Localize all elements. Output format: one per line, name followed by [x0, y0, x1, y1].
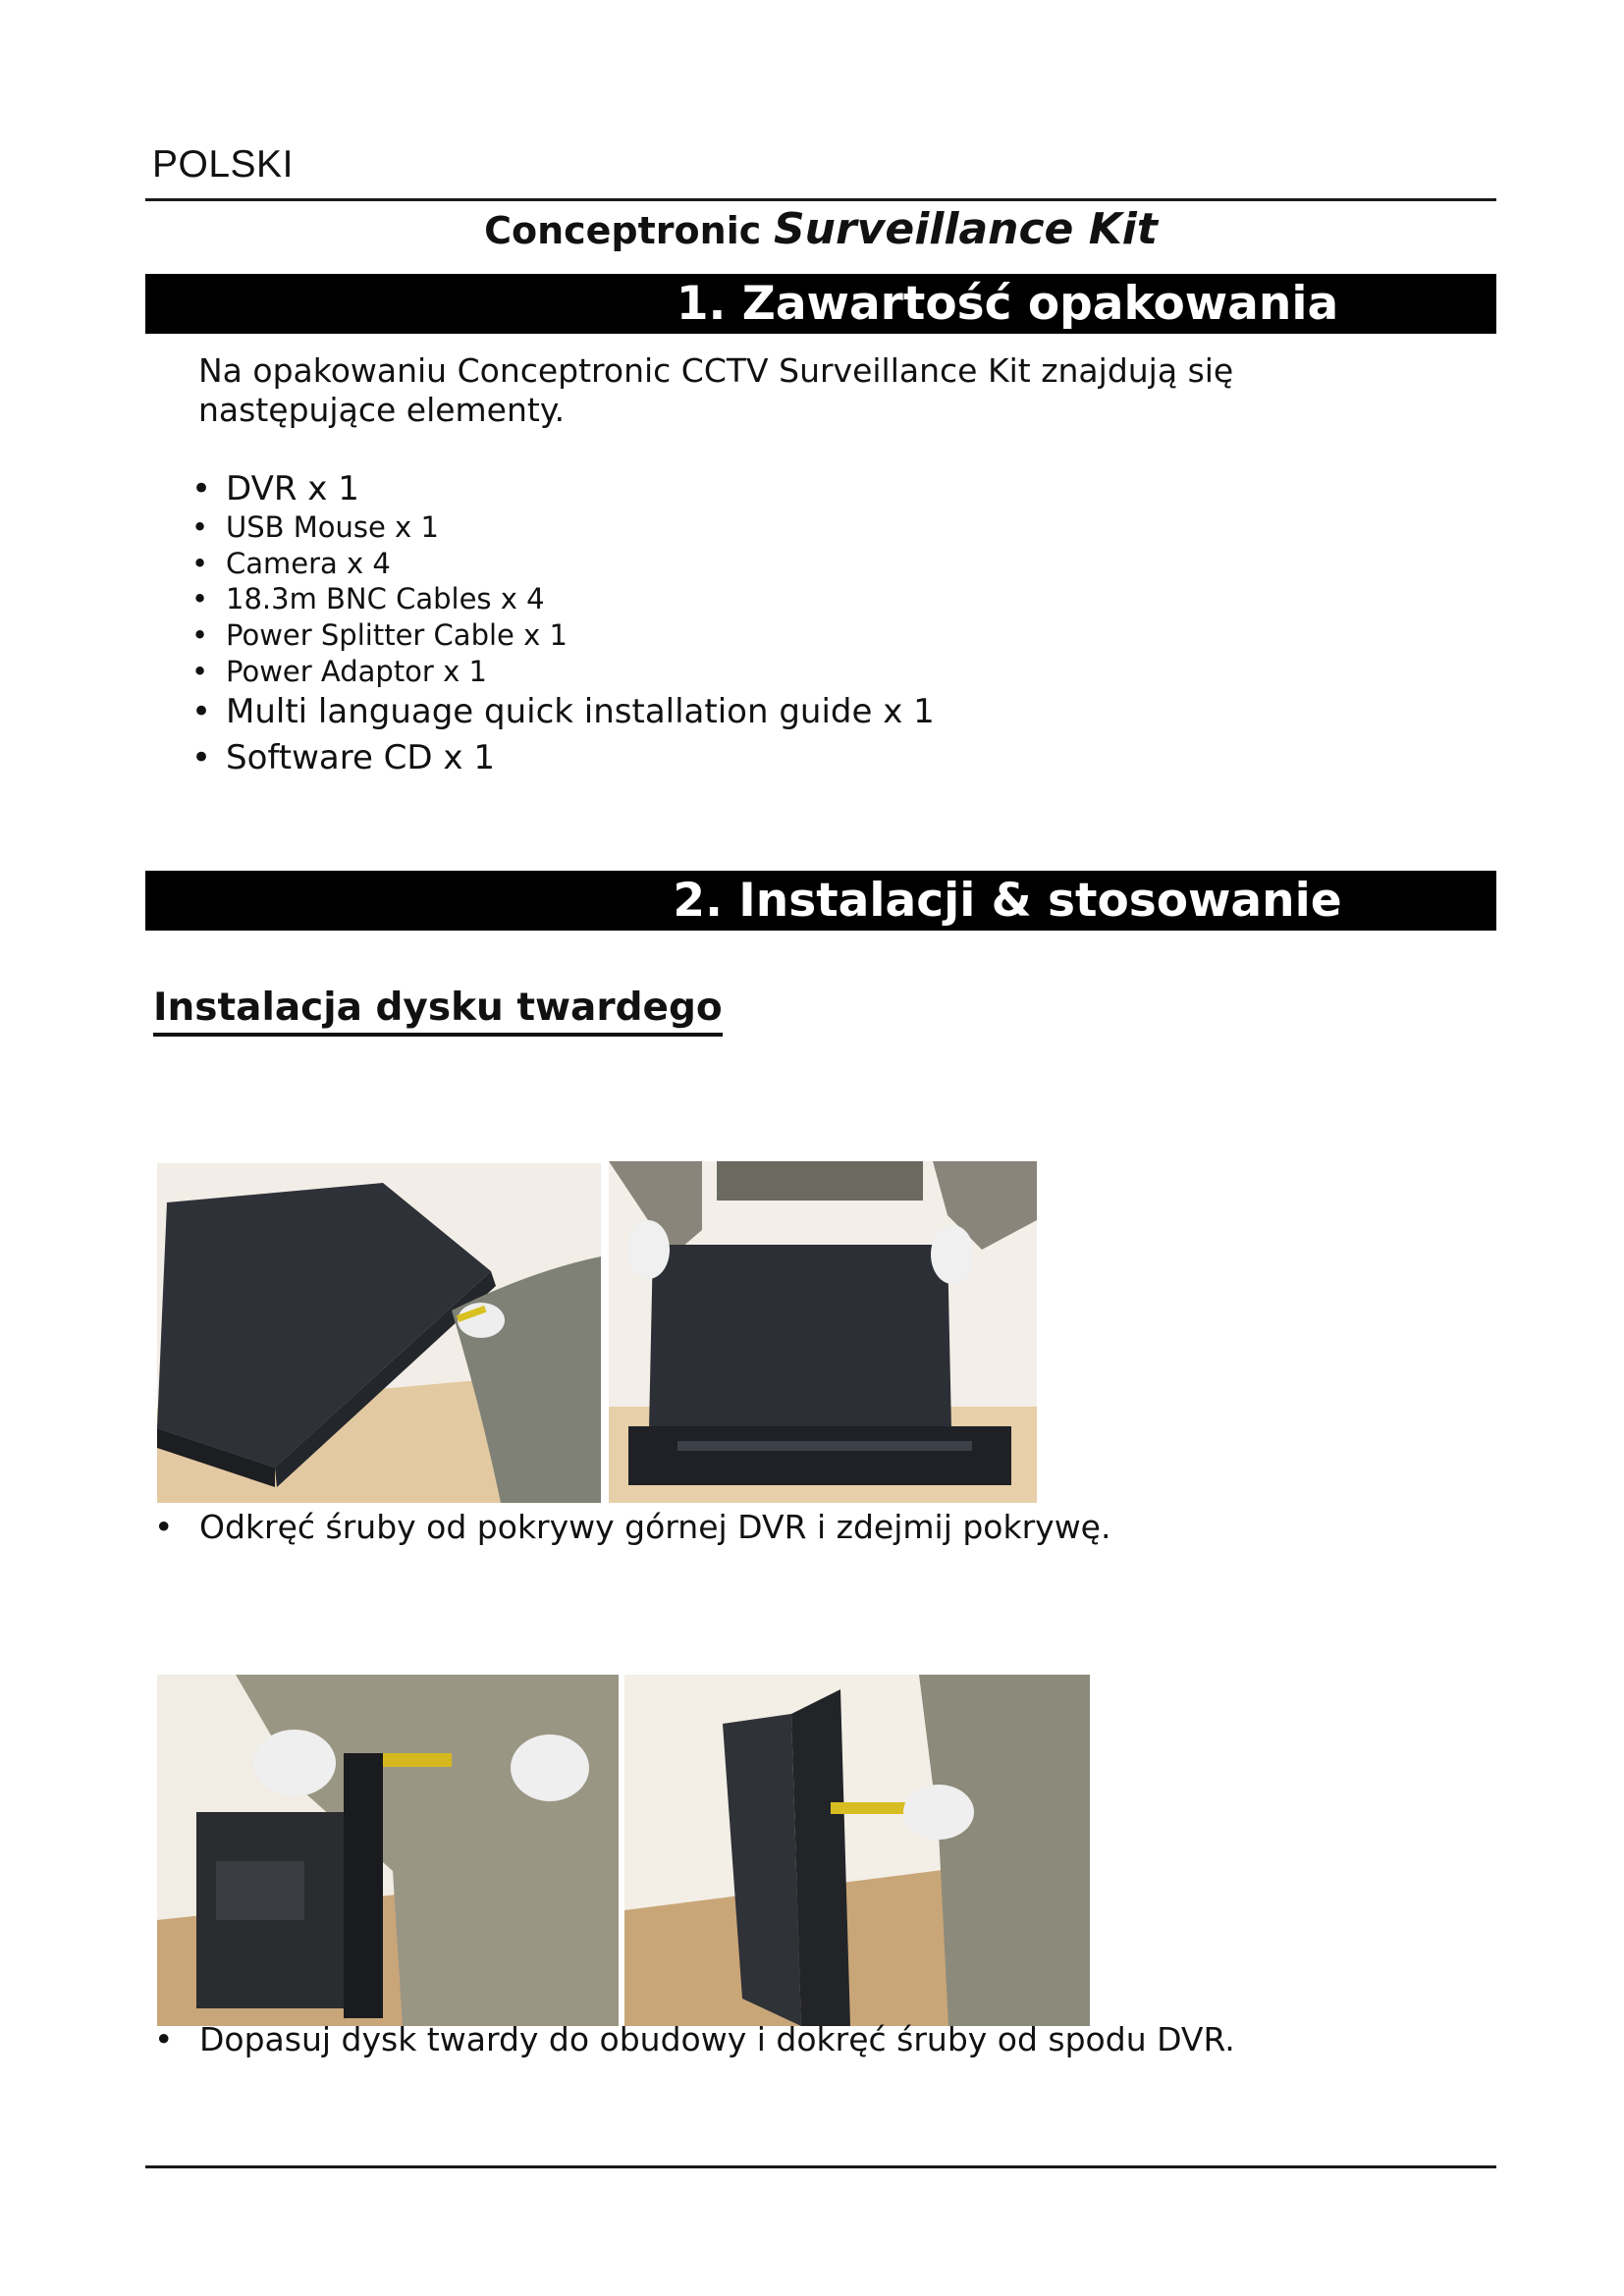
photo-tighten-screws — [624, 1675, 1090, 2026]
header-rule — [145, 198, 1496, 201]
section-2-title: 2. Instalacji & stosowanie — [673, 874, 1342, 928]
section-2-banner — [145, 871, 1496, 931]
step-1-caption: • Odkręć śruby od pokrywy górnej DVR i zdejmij pokrywę. — [154, 1508, 1111, 1546]
list-item: • Software CD x 1 — [191, 738, 495, 777]
photo-remove-cover — [609, 1161, 1037, 1503]
list-item: • DVR x 1 — [191, 469, 359, 508]
list-item: • Power Splitter Cable x 1 — [191, 618, 568, 652]
list-item: • Multi language quick installation guide x 1 — [191, 692, 935, 731]
list-item: • USB Mouse x 1 — [191, 510, 439, 544]
step-2-caption: • Dopasuj dysk twardy do obudowy i dokręć śruby od spodu DVR. — [154, 2020, 1235, 2058]
product-name: Surveillance Kit — [773, 204, 1158, 254]
list-item: • Camera x 4 — [191, 547, 391, 580]
list-item: • 18.3m BNC Cables x 4 — [191, 582, 545, 615]
list-item: • Power Adaptor x 1 — [191, 655, 487, 688]
section-1-banner — [145, 274, 1496, 334]
photo-insert-hdd — [157, 1675, 619, 2026]
document-title — [145, 204, 1496, 254]
brand-name: Conceptronic — [484, 209, 762, 252]
language-label: POLSKI — [152, 143, 294, 186]
section-1-intro: Na opakowaniu Conceptronic CCTV Surveillance Kit znajdują się następujące elementy. — [198, 351, 1234, 429]
subsection-title: Instalacja dysku twardego — [153, 986, 723, 1037]
footer-rule — [145, 2165, 1496, 2168]
photo-unscrew-cover — [157, 1163, 601, 1503]
section-1-title: 1. Zawartość opakowania — [676, 277, 1339, 331]
